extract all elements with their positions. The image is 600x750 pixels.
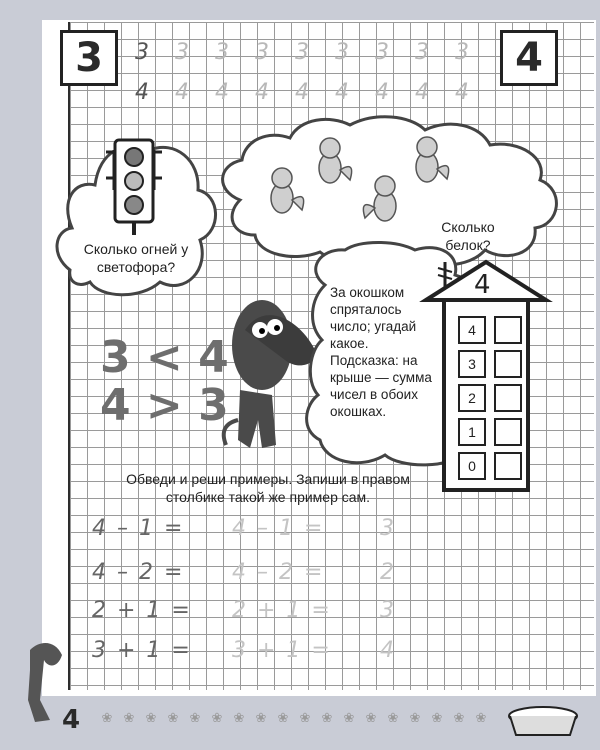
answer-1: 3 (380, 516, 394, 541)
answer-4: 4 (380, 638, 394, 663)
trace-digit: 4 (255, 80, 269, 105)
paw-icon: ❀ (321, 710, 333, 725)
traffic-light-icon (106, 140, 162, 235)
example-1-trace: 4 – 1 = (232, 516, 325, 541)
paw-icon: ❀ (123, 710, 135, 725)
paw-prints (100, 710, 488, 726)
comparison-line-2: 4 > 3 (100, 380, 229, 431)
example-3: 2 + 1 = (92, 598, 192, 623)
example-1: 4 – 1 = (92, 516, 185, 541)
paw-icon: ❀ (101, 710, 113, 725)
trace-digit: 4 (295, 80, 309, 105)
small-dog-icon (28, 643, 62, 722)
dog-icon (224, 300, 316, 448)
paw-icon: ❀ (475, 710, 487, 725)
window-right-4 (494, 418, 522, 446)
house-riddle: За окошком спряталось число; угадай какое. Подсказка: на крыше — сумма чисел в обоих окошках. (330, 285, 432, 419)
number-right: 4 (515, 35, 543, 81)
window-right-5 (494, 452, 522, 480)
window-left-2: 3 (458, 350, 486, 378)
paw-icon: ❀ (343, 710, 355, 725)
traffic-light-question: Сколько огней у светофора? (83, 241, 189, 275)
paw-icon: ❀ (145, 710, 157, 725)
paw-icon: ❀ (431, 710, 443, 725)
paw-icon: ❀ (277, 710, 289, 725)
paw-icon: ❀ (387, 710, 399, 725)
window-right-1 (494, 316, 522, 344)
trace-digit: 4 (415, 80, 429, 105)
page-number: 4 (62, 705, 81, 735)
paw-icon: ❀ (255, 710, 267, 725)
example-3-trace: 2 + 1 = (232, 598, 332, 623)
example-2: 4 – 2 = (92, 560, 185, 585)
comparison-line-1: 3 < 4 (100, 332, 229, 383)
trace-digit: 4 (335, 80, 349, 105)
trace-digit: 3 (135, 40, 149, 65)
example-2-trace: 4 – 2 = (232, 560, 325, 585)
paw-icon: ❀ (233, 710, 245, 725)
trace-digit: 3 (335, 40, 349, 65)
trace-digit: 4 (135, 80, 149, 105)
trace-digit: 3 (295, 40, 309, 65)
trace-digit: 3 (455, 40, 469, 65)
paw-icon: ❀ (189, 710, 201, 725)
window-right-3 (494, 384, 522, 412)
trace-digit: 4 (175, 80, 189, 105)
paw-icon: ❀ (365, 710, 377, 725)
number-left: 3 (75, 35, 103, 81)
answer-3: 3 (380, 598, 394, 623)
trace-digit: 3 (415, 40, 429, 65)
paw-icon: ❀ (453, 710, 465, 725)
paw-icon: ❀ (211, 710, 223, 725)
trace-digit: 3 (175, 40, 189, 65)
paw-icon: ❀ (299, 710, 311, 725)
example-4-trace: 3 + 1 = (232, 638, 332, 663)
answer-2: 2 (380, 560, 394, 585)
paw-icon: ❀ (167, 710, 179, 725)
paw-icon: ❀ (409, 710, 421, 725)
trace-digit: 3 (375, 40, 389, 65)
roof-number: 4 (474, 270, 491, 300)
window-right-2 (494, 350, 522, 378)
window-left-5: 0 (458, 452, 486, 480)
bowl-icon (509, 707, 577, 735)
window-left-3: 2 (458, 384, 486, 412)
task-instructions: Обведи и реши примеры. Запиши в правом столбике такой же пример сам. (126, 471, 410, 505)
window-left-4: 1 (458, 418, 486, 446)
example-4: 3 + 1 = (92, 638, 192, 663)
trace-digit: 3 (255, 40, 269, 65)
trace-digit: 4 (455, 80, 469, 105)
trace-digit: 3 (215, 40, 229, 65)
window-left-1: 4 (458, 316, 486, 344)
trace-digit: 4 (215, 80, 229, 105)
trace-digit: 4 (375, 80, 389, 105)
squirrel-question: Сколько белок? (441, 219, 495, 253)
